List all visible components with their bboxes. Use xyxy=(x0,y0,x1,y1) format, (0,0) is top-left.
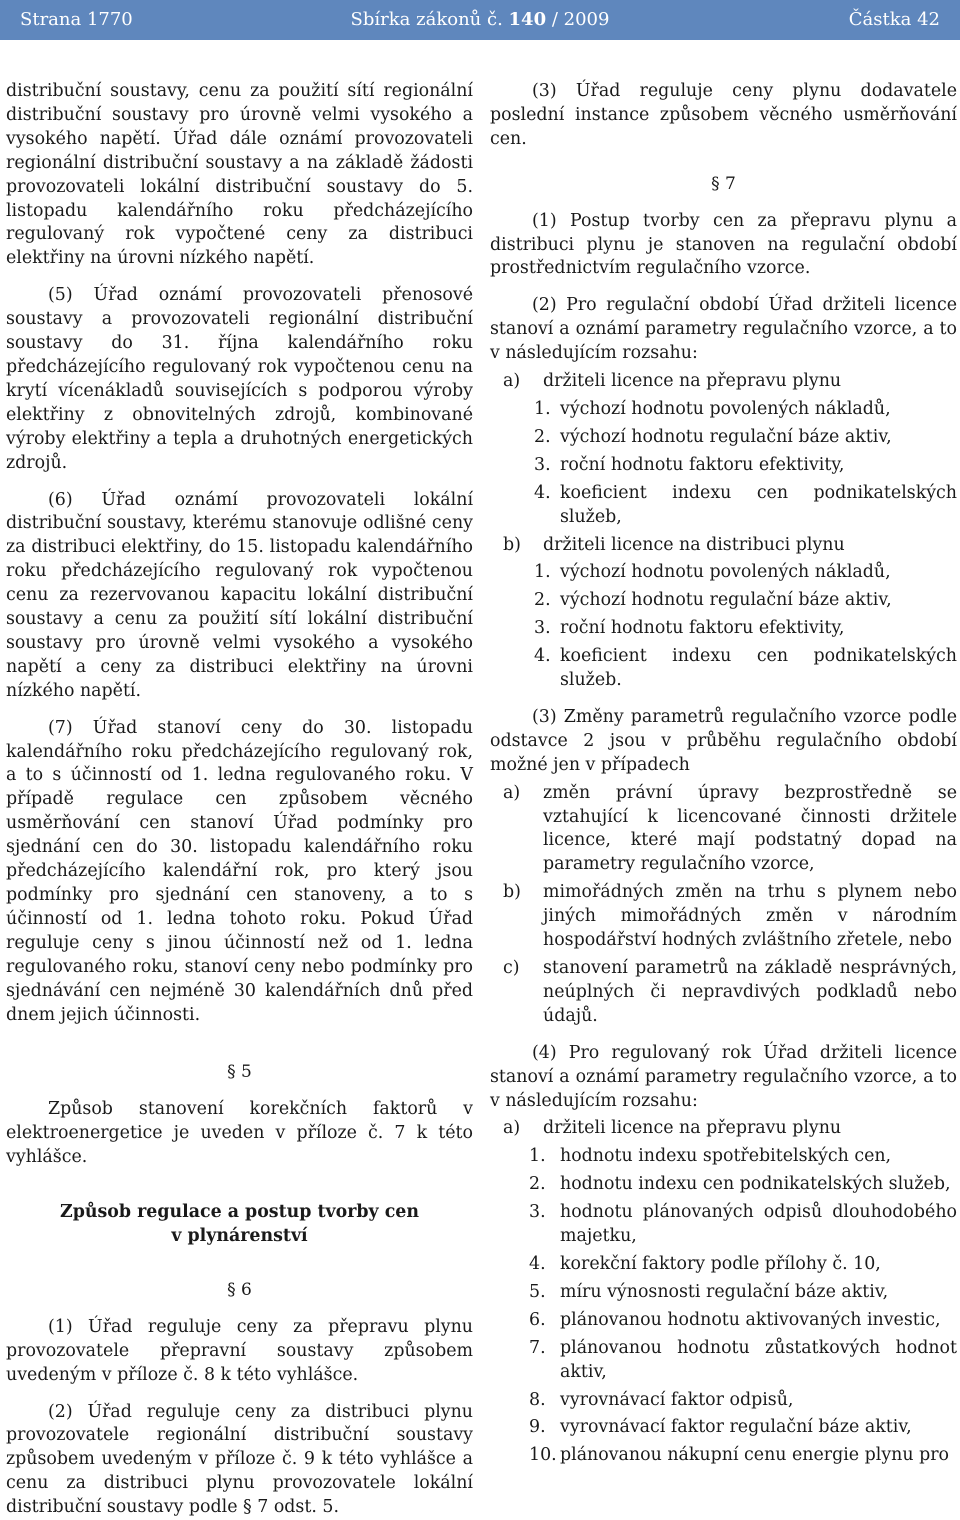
list-text: koeficient indexu cen podnikatelských služeb, xyxy=(560,482,957,530)
list-item xyxy=(490,1389,957,1413)
chapter-heading-line-1: Způsob regulace a postup tvorby cen xyxy=(6,1201,473,1225)
list-text: držiteli licence na přepravu plynu xyxy=(543,370,957,394)
list-label: a) xyxy=(503,370,543,394)
section-6-paragraph-2: (2) Úřad reguluje ceny za distribuci plynu provozovatele regionální distribuční soustavy způsobem uvedeným v příloze č. 9 k této vyhlášce a cenu za distribuci plynu provozovatele lokální distribuční soustavy podle § 7 odst. 5. xyxy=(6,1401,473,1520)
list-text: plánovanou hodnotu zůstatkových hodnot aktiv, xyxy=(560,1337,957,1385)
list-item xyxy=(490,1281,957,1305)
issue-number: Částka 42 xyxy=(849,9,940,30)
list-number: 5. xyxy=(529,1281,560,1305)
section-7-paragraph-2: (2) Pro regulační období Úřad držiteli licence stanoví a oznámí parametry regulačního vzorce, a to v následujícím rozsahu: xyxy=(490,294,957,366)
section-5-heading: § 5 xyxy=(6,1061,473,1085)
list-item xyxy=(490,1201,957,1249)
list-text: plánovanou hodnotu aktivovaných investic, xyxy=(560,1309,957,1333)
section-6-paragraph-3: (3) Úřad reguluje ceny plynu dodavatele poslední instance způsobem věcného usměrňování cen. xyxy=(490,80,957,152)
list-item xyxy=(490,645,957,693)
list-label: a) xyxy=(503,782,543,878)
list-text: držiteli licence na distribuci plynu xyxy=(543,534,957,558)
list-item xyxy=(490,426,957,450)
list-number: 6. xyxy=(529,1309,560,1333)
list-number: 4. xyxy=(534,645,560,693)
section-5-text: Způsob stanovení korekčních faktorů v elektroenergetice je uveden v příloze č. 7 k této vyhlášce. xyxy=(6,1098,473,1170)
list-text: roční hodnotu faktoru efektivity, xyxy=(560,617,957,641)
collection-title xyxy=(0,9,960,30)
list-text: mimořádných změn na trhu s plynem nebo jiných mimořádných změn v národním hospodářství hodných zvláštního zřetele, nebo xyxy=(543,881,957,953)
list-number: 7. xyxy=(529,1337,560,1385)
list-item xyxy=(490,482,957,530)
list-number: 3. xyxy=(534,617,560,641)
list-item xyxy=(490,957,957,1029)
list-item xyxy=(490,617,957,641)
paragraph-continuation: distribuční soustavy, cenu za použití sítí regionální distribuční soustavy pro úrovně velmi vysokého a vysokého napětí. Úřad dále oznámí provozovateli regionální distribuční soustavy a na základě žádosti provozovateli lokální distribuční soustavy do 5. listopadu kalendářního roku předcházejícího regulovaný rok vypočtené ceny za distribuci elektřiny na úrovni nízkého napětí. xyxy=(6,80,473,271)
paragraph-7: (7) Úřad stanoví ceny do 30. listopadu kalendářního roku předcházejícího regulovaný rok, a to s účinností od 1. ledna regulovaného roku. V případě regulace cen způsobem věcného usměrňování cen stanoví Úřad podmínky pro sjednání cen do 30. listopadu kalendářního roku předcházejícího kalendářní rok, pro který jsou podmínky pro sjednání cen stanoveny, a to s účinností od 1. ledna tohoto roku. Pokud Úřad reguluje ceny s jinou účinností než od 1. ledna regulovaného roku, stanoví ceny nebo podmínky pro sjednávání cen nejméně 30 kalendářních dnů před dnem jejich účinnosti. xyxy=(6,717,473,1028)
list-item xyxy=(490,398,957,422)
list-text: hodnotu plánovaných odpisů dlouhodobého majetku, xyxy=(560,1201,957,1249)
list-label: c) xyxy=(503,957,543,1029)
collection-year: / 2009 xyxy=(552,9,610,30)
list-text: držiteli licence na přepravu plynu xyxy=(543,1117,957,1141)
list-number: 1. xyxy=(534,398,560,422)
list-number: 3. xyxy=(534,454,560,478)
list-number: 1. xyxy=(529,1145,560,1169)
list-item xyxy=(490,1416,957,1440)
list-text: míru výnosnosti regulační báze aktiv, xyxy=(560,1281,957,1305)
list-number: 9. xyxy=(529,1416,560,1440)
section-6-paragraph-1: (1) Úřad reguluje ceny za přepravu plynu provozovatele přepravní soustavy způsobem uvedeným v příloze č. 8 k této vyhlášce. xyxy=(6,1316,473,1388)
paragraph-6: (6) Úřad oznámí provozovateli lokální distribuční soustavy, kterému stanovuje odlišné ceny za distribuci elektřiny, do 15. listopadu kalendářního roku předcházejícího regulovaný rok vypočtenou cenu za rezervovanou kapacitu lokální distribuční soustavy a cenu za použití sítí lokální distribuční soustavy pro úrovně velmi vysokého a vysokého napětí a ceny za distribuci elektřiny na úrovni nízkého napětí. xyxy=(6,489,473,704)
list-text: výchozí hodnotu regulační báze aktiv, xyxy=(560,589,957,613)
list-item xyxy=(490,1117,957,1141)
list-number: 4. xyxy=(529,1253,560,1277)
paragraph-5: (5) Úřad oznámí provozovateli přenosové soustavy a provozovateli regionální distribuční soustavy do 31. října kalendářního roku předcházejícího regulovaný rok vypočtenou cenu na krytí vícenákladů souvisejících s podporou výroby elektřiny z obnovitelných zdrojů, kombinované výroby elektřiny a tepla a druhotných energetických zdrojů. xyxy=(6,284,473,475)
section-7-heading: § 7 xyxy=(490,173,957,197)
chapter-heading xyxy=(6,1201,473,1249)
list-text: plánovanou nákupní cenu energie plynu pro xyxy=(560,1444,957,1468)
section-7-paragraph-3: (3) Změny parametrů regulačního vzorce podle odstavce 2 jsou v průběhu regulačního období možné jen v případech xyxy=(490,706,957,778)
list-item xyxy=(490,589,957,613)
list-number: 3. xyxy=(529,1201,560,1249)
section-7-paragraph-1: (1) Postup tvorby cen za přepravu plynu a distribuci plynu je stanoven na regulační období prostřednictvím regulačního vzorce. xyxy=(490,210,957,282)
list-label: a) xyxy=(503,1117,543,1141)
list-text: výchozí hodnotu povolených nákladů, xyxy=(560,561,957,585)
list-item xyxy=(490,370,957,394)
list-label: b) xyxy=(503,881,543,953)
list-label: b) xyxy=(503,534,543,558)
list-number: 2. xyxy=(534,589,560,613)
list-item xyxy=(490,1309,957,1333)
page-header xyxy=(0,0,960,40)
list-text: vyrovnávací faktor regulační báze aktiv, xyxy=(560,1416,957,1440)
list-text: roční hodnotu faktoru efektivity, xyxy=(560,454,957,478)
list-number: 8. xyxy=(529,1389,560,1413)
list-number: 10. xyxy=(529,1444,560,1468)
list-item xyxy=(490,782,957,878)
list-item xyxy=(490,1444,957,1468)
list-text: hodnotu indexu spotřebitelských cen, xyxy=(560,1145,957,1169)
list-number: 1. xyxy=(534,561,560,585)
list-item xyxy=(490,1145,957,1169)
chapter-heading-line-2: v plynárenství xyxy=(6,1225,473,1249)
section-6-heading: § 6 xyxy=(6,1279,473,1303)
collection-prefix: Sbírka zákonů č. xyxy=(351,9,503,30)
list-item xyxy=(490,881,957,953)
right-column xyxy=(490,80,957,1468)
list-text: výchozí hodnotu regulační báze aktiv, xyxy=(560,426,957,450)
list-number: 2. xyxy=(534,426,560,450)
list-item xyxy=(490,454,957,478)
collection-number: 140 xyxy=(509,9,547,30)
list-text: hodnotu indexu cen podnikatelských služeb, xyxy=(560,1173,957,1197)
section-7-paragraph-4: (4) Pro regulovaný rok Úřad držiteli licence stanoví a oznámí parametry regulačního vzorce, a to v následujícím rozsahu: xyxy=(490,1042,957,1114)
list-number: 4. xyxy=(534,482,560,530)
list-item xyxy=(490,1253,957,1277)
list-item xyxy=(490,1173,957,1197)
list-item xyxy=(490,1337,957,1385)
list-text: výchozí hodnotu povolených nákladů, xyxy=(560,398,957,422)
list-number: 2. xyxy=(529,1173,560,1197)
list-text: změn právní úpravy bezprostředně se vztahující k licencované činnosti držitele licence, které mají podstatný dopad na parametry regulačního vzorce, xyxy=(543,782,957,878)
list-text: koeficient indexu cen podnikatelských služeb. xyxy=(560,645,957,693)
list-item xyxy=(490,534,957,558)
list-text: stanovení parametrů na základě nesprávných, neúplných či nepravdivých podkladů nebo údajů. xyxy=(543,957,957,1029)
page-number: Strana 1770 xyxy=(20,9,133,30)
list-text: vyrovnávací faktor odpisů, xyxy=(560,1389,957,1413)
list-item xyxy=(490,561,957,585)
left-column xyxy=(6,80,473,1520)
list-text: korekční faktory podle přílohy č. 10, xyxy=(560,1253,957,1277)
